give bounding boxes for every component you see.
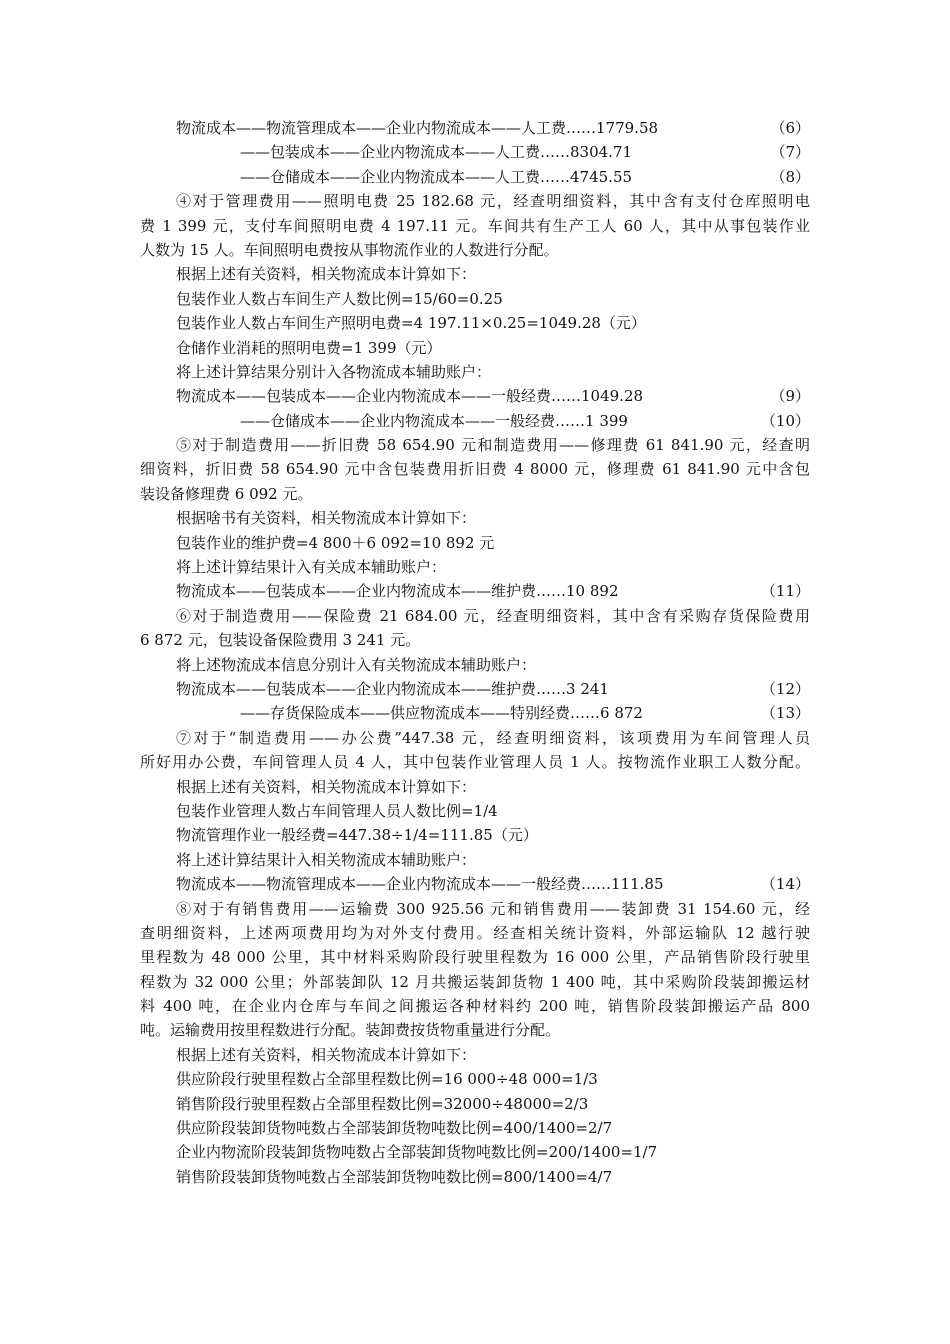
text-line <box>140 945 810 969</box>
line-text: ④对于管理费用——照明电费 25 182.68 元，经查明细资料，其中含有支付仓库照明电 <box>176 192 810 211</box>
line-text: 根据上述有关资料，相关物流成本计算如下： <box>176 265 477 284</box>
document-body <box>140 116 810 1189</box>
line-text: 6 872 元，包装设备保险费用 3 241 元。 <box>140 631 421 650</box>
text-line <box>140 653 810 677</box>
text-line <box>140 482 810 506</box>
line-text: 将上述计算结果计入相关物流成本辅助账户： <box>176 850 477 869</box>
text-line <box>140 457 810 481</box>
line-text: ⑥对于制造费用——保险费 21 684.00 元，经查明细资料，其中含有采购存货保险费用 <box>176 606 810 625</box>
line-text: 包装作业人数占车间生产人数比例=15/60=0.25 <box>176 289 503 308</box>
line-text: 销售阶段行驶里程数占全部里程数比例=32000÷48000=2/3 <box>176 1094 589 1113</box>
line-text: 查明细资料，上述两项费用均为对外支付费用。经查相关统计资料，外部运输队 12 越行驶 <box>140 923 810 942</box>
text-line <box>140 1116 810 1140</box>
journal-entry-line <box>140 701 810 725</box>
text-line <box>140 531 810 555</box>
text-line <box>140 287 810 311</box>
text-line <box>140 433 810 457</box>
line-text: 根据上述有关资料，相关物流成本计算如下： <box>176 1045 477 1064</box>
line-text: ⑧对于有销售费用——运输费 300 925.56 元和销售费用——装卸费 31 154.60 元，经 <box>176 899 810 918</box>
text-line <box>140 506 810 530</box>
text-line <box>140 1140 810 1164</box>
line-text: 包装作业人数占车间生产照明电费=4 197.11×0.25=1049.28（元） <box>176 314 646 333</box>
line-text: 物流成本——物流管理成本——企业内物流成本——人工费……1779.58 <box>176 119 659 137</box>
line-text: ——包装成本——企业内物流成本——人工费……8304.71 <box>240 143 633 162</box>
line-text: ⑤对于制造费用——折旧费 58 654.90 元和制造费用——修理费 61 841.90 元，经查明 <box>176 436 810 455</box>
line-text: 物流成本——包装成本——企业内物流成本——维护费……10 892 <box>176 582 619 601</box>
line-text: ——存货保险成本——供应物流成本——特别经费……6 872 <box>240 704 643 723</box>
line-text: 人数为 15 人。车间照明电费按从事物流作业的人数进行分配。 <box>140 240 559 259</box>
equation-number: （11） <box>760 582 810 601</box>
journal-entry-line <box>140 409 810 433</box>
text-line <box>140 628 810 652</box>
text-line <box>140 823 810 847</box>
text-line <box>140 799 810 823</box>
line-text: 吨。运输费用按里程数进行分配。装卸费按货物重量进行分配。 <box>140 1021 561 1040</box>
line-text: 仓储作业消耗的照明电费=1 399（元） <box>176 338 442 357</box>
text-line <box>140 238 810 262</box>
line-text: 企业内物流阶段装卸货物吨数占全部装卸货物吨数比例=200/1400=1/7 <box>176 1143 658 1162</box>
line-text: 所好用办公费，车间管理人员 4 人，其中包装作业管理人员 1 人。按物流作业职工人数分配。 <box>140 753 810 772</box>
text-line <box>140 970 810 994</box>
line-text: 将上述物流成本信息分别计入有关物流成本辅助账户： <box>176 655 537 674</box>
text-line <box>140 848 810 872</box>
journal-entry-line <box>140 579 810 603</box>
line-text: 程数为 32 000 公里；外部装卸队 12 月共搬运装卸货物 1 400 吨，其中采购阶段装卸搬运材 <box>140 972 810 991</box>
equation-number: （6） <box>770 119 810 137</box>
equation-number: （12） <box>760 679 810 698</box>
journal-entry-line <box>140 384 810 408</box>
journal-entry-line <box>140 116 810 140</box>
text-line <box>140 1092 810 1116</box>
line-text: 包装作业的维护费=4 800＋6 092=10 892 元 <box>176 533 495 552</box>
text-line <box>140 189 810 213</box>
text-line <box>140 1043 810 1067</box>
line-text: 装设备修理费 6 092 元。 <box>140 484 313 503</box>
text-line <box>140 1018 810 1042</box>
text-line <box>140 262 810 286</box>
equation-number: （10） <box>760 411 810 430</box>
text-line <box>140 311 810 335</box>
line-text: 物流成本——包装成本——企业内物流成本——一般经费……1049.28 <box>176 387 644 406</box>
journal-entry-line <box>140 677 810 701</box>
text-line <box>140 921 810 945</box>
line-text: ——仓储成本——企业内物流成本——人工费……4745.55 <box>240 167 633 186</box>
text-line <box>140 775 810 799</box>
text-line <box>140 604 810 628</box>
line-text: 销售阶段装卸货物吨数占全部装卸货物吨数比例=800/1400=4/7 <box>176 1167 613 1186</box>
line-text: 物流成本——物流管理成本——企业内物流成本——一般经费……111.85 <box>176 875 664 894</box>
text-line <box>140 750 810 774</box>
text-line <box>140 1165 810 1189</box>
text-line <box>140 1067 810 1091</box>
line-text: 包装作业管理人数占车间管理人员人数比例=1/4 <box>176 801 498 820</box>
text-line <box>140 726 810 750</box>
text-line <box>140 214 810 238</box>
line-text: 将上述计算结果分别计入各物流成本辅助账户： <box>176 362 492 381</box>
journal-entry-line <box>140 872 810 896</box>
text-line <box>140 555 810 579</box>
text-line <box>140 336 810 360</box>
line-text: 根据啥书有关资料，相关物流成本计算如下： <box>176 509 477 528</box>
line-text: 费 1 399 元，支付车间照明电费 4 197.11 元。车间共有生产工人 60 人，其中从事包装作业 <box>140 216 810 235</box>
line-text: 根据上述有关资料，相关物流成本计算如下： <box>176 777 477 796</box>
line-text: 物流管理作业一般经费=447.38÷1/4=111.85（元） <box>176 826 538 845</box>
equation-number: （9） <box>770 387 810 406</box>
line-text: 将上述计算结果计入有关成本辅助账户： <box>176 558 447 577</box>
journal-entry-line <box>140 140 810 164</box>
equation-number: （14） <box>760 875 810 894</box>
line-text: 细资料，折旧费 58 654.90 元中含包装费用折旧费 4 8000 元，修理费 61 841.90 元中含包 <box>140 460 810 479</box>
equation-number: （8） <box>770 167 810 186</box>
journal-entry-line <box>140 165 810 189</box>
text-line <box>140 994 810 1018</box>
line-text: 供应阶段装卸货物吨数占全部装卸货物吨数比例=400/1400=2/7 <box>176 1119 613 1138</box>
text-line <box>140 360 810 384</box>
line-text: ——仓储成本——企业内物流成本——一般经费……1 399 <box>240 411 628 430</box>
text-line <box>140 897 810 921</box>
equation-number: （13） <box>760 704 810 723</box>
line-text: ⑦对于“制造费用——办公费”447.38 元，经查明细资料，该项费用为车间管理人员 <box>176 728 810 747</box>
line-text: 里程数为 48 000 公里，其中材料采购阶段行驶里程数为 16 000 公里，产品销售阶段行驶里 <box>140 948 810 967</box>
equation-number: （7） <box>770 143 810 162</box>
line-text: 物流成本——包装成本——企业内物流成本——维护费……3 241 <box>176 679 609 698</box>
line-text: 供应阶段行驶里程数占全部里程数比例=16 000÷48 000=1/3 <box>176 1070 598 1089</box>
line-text: 料 400 吨，在企业内仓库与车间之间搬运各种材料约 200 吨，销售阶段装卸搬运产品 800 <box>140 997 810 1016</box>
